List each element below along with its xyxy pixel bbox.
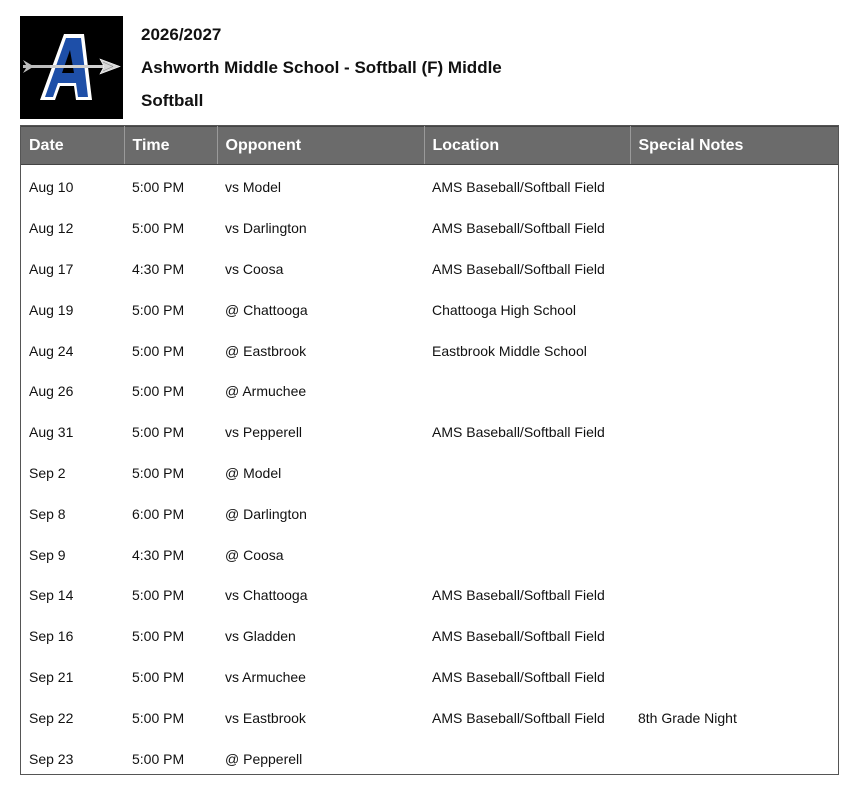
table-row xyxy=(21,412,838,453)
cell-time: 5:00 PM xyxy=(132,424,185,441)
cell-time: 5:00 PM xyxy=(132,668,185,685)
schedule-table-container xyxy=(20,125,839,775)
table-row xyxy=(21,575,838,616)
table-row xyxy=(21,534,838,575)
table-header-row xyxy=(21,127,838,165)
cell-date: Sep 22 xyxy=(29,709,74,726)
cell-location xyxy=(424,371,630,412)
cell-opponent: vs Chattooga xyxy=(225,587,308,604)
cell-location: AMS Baseball/Softball Field xyxy=(432,424,605,441)
cell-notes xyxy=(630,249,838,290)
cell-date: Sep 2 xyxy=(29,464,66,481)
table-row xyxy=(21,289,838,330)
ashworth-a-spear-logo-icon xyxy=(20,16,123,119)
cell-location: Chattooga High School xyxy=(432,301,576,318)
cell-opponent: @ Darlington xyxy=(225,505,307,522)
table-row xyxy=(21,453,838,494)
cell-time: 5:00 PM xyxy=(132,709,185,726)
cell-date: Sep 14 xyxy=(29,587,74,604)
table-row xyxy=(21,208,838,249)
season-title: 2026/2027 xyxy=(141,25,222,44)
cell-location: AMS Baseball/Softball Field xyxy=(432,587,605,604)
cell-date: Sep 21 xyxy=(29,668,74,685)
cell-location xyxy=(424,453,630,494)
cell-notes xyxy=(630,330,838,371)
cell-time: 5:00 PM xyxy=(132,342,185,359)
table-row xyxy=(21,493,838,534)
cell-opponent: vs Gladden xyxy=(225,628,296,645)
cell-time: 4:30 PM xyxy=(132,260,185,277)
cell-date: Sep 8 xyxy=(29,505,66,522)
table-body xyxy=(21,165,838,779)
cell-time: 5:00 PM xyxy=(132,750,185,767)
cell-notes xyxy=(630,534,838,575)
schedule-header xyxy=(141,18,841,117)
cell-opponent: vs Armuchee xyxy=(225,668,306,685)
cell-date: Aug 31 xyxy=(29,424,74,441)
cell-opponent: vs Pepperell xyxy=(225,424,303,441)
cell-notes xyxy=(630,616,838,657)
cell-date: Sep 16 xyxy=(29,628,74,645)
spear-front xyxy=(50,65,105,68)
column-header-time: Time xyxy=(124,127,217,165)
cell-notes xyxy=(630,289,838,330)
cell-notes xyxy=(630,575,838,616)
school-logo xyxy=(20,16,123,119)
cell-notes xyxy=(630,208,838,249)
column-header-location: Location xyxy=(424,127,630,165)
table-header xyxy=(21,127,838,165)
cell-time: 6:00 PM xyxy=(132,505,185,522)
cell-time: 4:30 PM xyxy=(132,546,185,563)
cell-notes xyxy=(630,165,838,208)
cell-opponent: @ Pepperell xyxy=(225,750,303,767)
cell-notes xyxy=(630,412,838,453)
cell-time: 5:00 PM xyxy=(132,587,185,604)
cell-date: Aug 24 xyxy=(29,342,74,359)
cell-time: 5:00 PM xyxy=(132,301,185,318)
cell-date: Sep 9 xyxy=(29,546,66,563)
column-header-special-notes: Special Notes xyxy=(630,127,838,165)
cell-notes xyxy=(630,371,838,412)
table-row xyxy=(21,657,838,698)
table-row xyxy=(21,738,838,779)
cell-opponent: @ Chattooga xyxy=(225,301,308,318)
cell-opponent: @ Coosa xyxy=(225,546,284,563)
column-header-date: Date xyxy=(21,127,124,165)
cell-location: AMS Baseball/Softball Field xyxy=(432,179,605,196)
cell-time: 5:00 PM xyxy=(132,179,185,196)
cell-date: Aug 12 xyxy=(29,220,74,237)
table-row xyxy=(21,697,838,738)
cell-notes xyxy=(630,493,838,534)
cell-notes xyxy=(630,738,838,779)
cell-time: 5:00 PM xyxy=(132,464,185,481)
cell-location: AMS Baseball/Softball Field xyxy=(432,709,605,726)
cell-opponent: vs Model xyxy=(225,179,282,196)
cell-notes xyxy=(630,453,838,494)
cell-date: Sep 23 xyxy=(29,750,74,767)
column-header-opponent: Opponent xyxy=(217,127,424,165)
cell-notes xyxy=(630,657,838,698)
cell-notes: 8th Grade Night xyxy=(638,709,737,726)
cell-opponent: vs Eastbrook xyxy=(225,709,306,726)
cell-opponent: @ Eastbrook xyxy=(225,342,307,359)
cell-location: AMS Baseball/Softball Field xyxy=(432,668,605,685)
cell-location xyxy=(424,534,630,575)
cell-time: 5:00 PM xyxy=(132,383,185,400)
cell-opponent: vs Coosa xyxy=(225,260,284,277)
cell-location: AMS Baseball/Softball Field xyxy=(432,260,605,277)
table-row xyxy=(21,249,838,290)
school-title: Ashworth Middle School - Softball (F) Middle xyxy=(141,58,502,77)
cell-opponent: @ Armuchee xyxy=(225,383,307,400)
sport-title: Softball xyxy=(141,91,204,110)
cell-opponent: @ Model xyxy=(225,464,282,481)
table-row xyxy=(21,371,838,412)
cell-date: Aug 17 xyxy=(29,260,74,277)
table-row xyxy=(21,165,838,208)
cell-location xyxy=(424,493,630,534)
cell-location xyxy=(424,738,630,779)
cell-opponent: vs Darlington xyxy=(225,220,307,237)
table-row xyxy=(21,330,838,371)
cell-location: AMS Baseball/Softball Field xyxy=(432,220,605,237)
schedule-table xyxy=(21,126,838,779)
cell-date: Aug 19 xyxy=(29,301,74,318)
cell-time: 5:00 PM xyxy=(132,220,185,237)
cell-date: Aug 10 xyxy=(29,179,74,196)
table-row xyxy=(21,616,838,657)
cell-location: AMS Baseball/Softball Field xyxy=(432,628,605,645)
cell-date: Aug 26 xyxy=(29,383,74,400)
cell-time: 5:00 PM xyxy=(132,628,185,645)
cell-location: Eastbrook Middle School xyxy=(432,342,587,359)
